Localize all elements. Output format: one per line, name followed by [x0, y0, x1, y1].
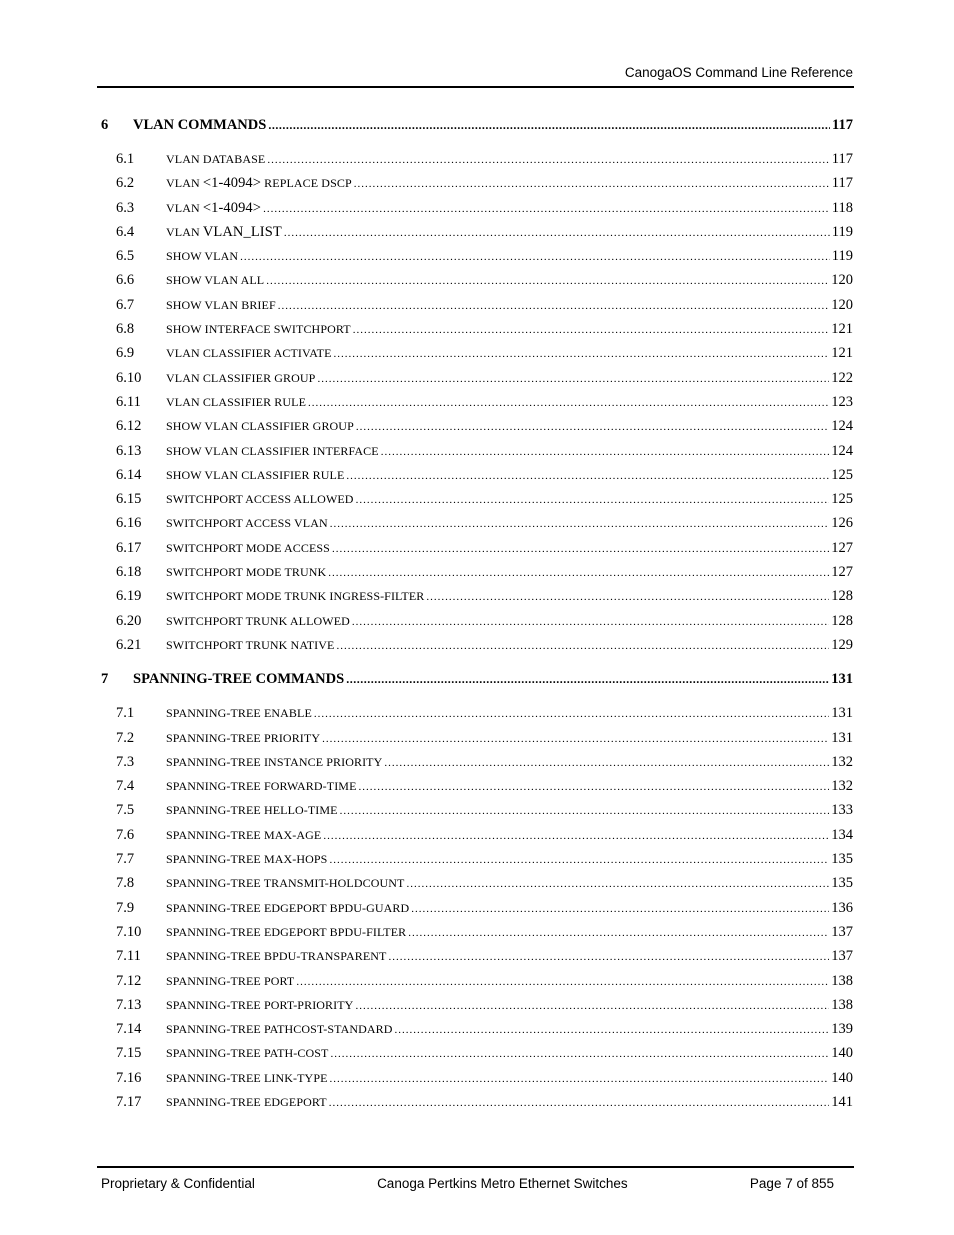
dot-leader — [314, 708, 829, 720]
footer-company: Canoga Pertkins Metro Ethernet Switches — [377, 1176, 628, 1191]
toc-entry[interactable] — [101, 564, 853, 588]
toc-section-list — [101, 151, 853, 661]
toc-entry[interactable] — [101, 588, 853, 612]
dot-leader — [329, 854, 829, 866]
toc-entry[interactable] — [101, 418, 853, 442]
entry-page: 125 — [831, 466, 853, 483]
entry-number: 6.5 — [116, 248, 135, 265]
entry-title: SHOW VLAN — [166, 249, 239, 264]
dot-leader — [354, 178, 830, 190]
dot-leader — [330, 1073, 830, 1085]
toc-entry[interactable] — [101, 778, 853, 802]
entry-number: 6.6 — [116, 272, 135, 289]
entry-number: 7.15 — [116, 1045, 142, 1062]
entry-page: 136 — [831, 899, 853, 916]
entry-title: SWITCHPORT MODE TRUNK INGRESS-FILTER — [166, 589, 425, 604]
dot-leader — [296, 976, 829, 988]
dot-leader — [332, 543, 829, 555]
dot-leader — [346, 672, 829, 687]
toc-entry[interactable] — [101, 297, 853, 321]
entry-title: SHOW INTERFACE SWITCHPORT — [166, 322, 351, 337]
entry-title: SPANNING-TREE INSTANCE PRIORITY — [166, 754, 383, 769]
dot-leader — [352, 616, 829, 628]
entry-number: 6.21 — [116, 636, 142, 653]
entry-title-part: VLAN_LIST — [202, 223, 282, 240]
entry-title: SHOW VLAN CLASSIFIER RULE — [166, 467, 345, 482]
toc-entry[interactable] — [101, 491, 853, 515]
chapter-number: 7 — [101, 671, 109, 688]
dot-leader — [268, 118, 830, 133]
toc-entry[interactable] — [101, 924, 853, 948]
entry-title-part: VLAN — [166, 200, 203, 215]
entry-title: SPANNING-TREE MAX-HOPS — [166, 852, 328, 867]
toc-section-list — [101, 705, 853, 1118]
chapter-number: 6 — [101, 117, 109, 133]
toc-entry[interactable] — [101, 875, 853, 899]
entry-number: 7.10 — [116, 923, 142, 940]
toc-entry[interactable] — [101, 540, 853, 564]
dot-leader — [334, 348, 830, 360]
entry-page: 139 — [831, 1021, 853, 1038]
entry-title — [166, 175, 352, 192]
toc-entry[interactable] — [101, 730, 853, 754]
entry-number: 6.8 — [116, 321, 135, 338]
entry-page: 124 — [831, 418, 853, 435]
dot-leader — [266, 275, 829, 287]
entry-page: 132 — [831, 753, 853, 770]
entry-page: 117 — [831, 151, 853, 167]
entry-page: 138 — [831, 996, 853, 1013]
footer-divider — [97, 1166, 854, 1168]
dot-leader — [384, 757, 829, 769]
entry-page: 135 — [831, 851, 853, 868]
toc-entry[interactable] — [101, 515, 853, 539]
entry-page: 140 — [831, 1069, 853, 1086]
toc-entry[interactable] — [101, 248, 853, 272]
entry-number: 7.1 — [116, 705, 135, 722]
entry-title-part: REPLACE DSCP — [261, 176, 352, 191]
entry-number: 6.13 — [116, 442, 142, 459]
entry-number: 6.17 — [116, 539, 142, 556]
toc-chapter[interactable] — [101, 671, 853, 695]
toc-entry[interactable] — [101, 1045, 853, 1069]
entry-number: 6.14 — [116, 466, 142, 483]
entry-page: 119 — [831, 223, 853, 240]
entry-page: 129 — [831, 636, 853, 653]
entry-number: 6.7 — [116, 296, 135, 313]
entry-number: 7.7 — [116, 851, 135, 868]
entry-page: 132 — [831, 778, 853, 795]
entry-number: 6.1 — [116, 151, 135, 167]
dot-leader — [388, 951, 829, 963]
dot-leader — [355, 1000, 829, 1012]
entry-page: 128 — [831, 612, 853, 629]
entry-title: SPANNING-TREE HELLO-TIME — [166, 803, 338, 818]
dot-leader — [340, 805, 830, 817]
entry-page: 127 — [831, 564, 853, 581]
entry-title: SHOW VLAN CLASSIFIER GROUP — [166, 419, 354, 434]
entry-title: SPANNING-TREE PATH-COST — [166, 1046, 329, 1061]
toc-entry[interactable] — [101, 900, 853, 924]
entry-title: SPANNING-TREE PORT-PRIORITY — [166, 997, 354, 1012]
dot-leader — [411, 903, 829, 915]
toc-entry[interactable] — [101, 705, 853, 729]
dot-leader — [381, 446, 830, 458]
toc-entry[interactable] — [101, 151, 853, 175]
toc-entry[interactable] — [101, 394, 853, 418]
entry-title: VLAN CLASSIFIER GROUP — [166, 370, 316, 385]
entry-number: 7.9 — [116, 899, 135, 916]
entry-page: 126 — [831, 515, 853, 532]
dot-leader — [267, 154, 829, 166]
toc-entry[interactable] — [101, 1021, 853, 1045]
dot-leader — [263, 203, 830, 215]
entry-title: SHOW VLAN BRIEF — [166, 297, 276, 312]
entry-page: 131 — [831, 705, 853, 722]
entry-page: 120 — [831, 296, 853, 313]
entry-title: SWITCHPORT TRUNK ALLOWED — [166, 613, 350, 628]
entry-title-part: <1-4094> — [202, 199, 262, 216]
toc-entry[interactable] — [101, 637, 853, 661]
entry-title: SPANNING-TREE LINK-TYPE — [166, 1070, 328, 1085]
chapter-page: 131 — [831, 671, 853, 688]
entry-page: 140 — [831, 1045, 853, 1062]
entry-page: 141 — [831, 1093, 853, 1110]
entry-title: SPANNING-TREE TRANSMIT-HOLDCOUNT — [166, 876, 405, 891]
toc-entry[interactable] — [101, 321, 853, 345]
dot-leader — [426, 591, 829, 603]
dot-leader — [408, 927, 829, 939]
entry-page: 138 — [831, 972, 853, 989]
table-of-contents — [101, 117, 853, 1118]
dot-leader — [406, 878, 829, 890]
chapter-title: VLAN COMMANDS — [133, 117, 267, 133]
entry-number: 6.9 — [116, 345, 135, 362]
entry-number: 7.6 — [116, 826, 135, 843]
dot-leader — [328, 567, 829, 579]
entry-number: 6.2 — [116, 175, 135, 192]
toc-entry[interactable] — [101, 272, 853, 296]
toc-entry[interactable] — [101, 948, 853, 972]
entry-number: 7.11 — [116, 948, 141, 965]
entry-title — [166, 224, 282, 241]
entry-number: 6.10 — [116, 369, 142, 386]
entry-number: 6.20 — [116, 612, 142, 629]
entry-number: 6.15 — [116, 491, 142, 508]
dot-leader — [356, 494, 830, 506]
entry-number: 6.4 — [116, 223, 135, 240]
entry-number: 7.5 — [116, 802, 135, 819]
entry-title: SWITCHPORT MODE TRUNK — [166, 565, 327, 580]
page-footer — [101, 1176, 834, 1191]
entry-title: SWITCHPORT ACCESS ALLOWED — [166, 492, 354, 507]
toc-entry[interactable] — [101, 175, 853, 199]
toc-entry[interactable] — [101, 1070, 853, 1094]
dot-leader — [322, 733, 829, 745]
dot-leader — [346, 470, 829, 482]
entry-page: 133 — [831, 802, 853, 819]
dot-leader — [330, 518, 830, 530]
entry-page: 131 — [831, 729, 853, 746]
entry-page: 128 — [831, 588, 853, 605]
entry-number: 7.12 — [116, 972, 142, 989]
entry-title — [166, 200, 261, 217]
toc-entry[interactable] — [101, 754, 853, 778]
header-divider — [97, 86, 854, 88]
dot-leader — [329, 1097, 830, 1109]
entry-page: 123 — [831, 393, 853, 410]
toc-entry[interactable] — [101, 1094, 853, 1118]
entry-number: 6.16 — [116, 515, 142, 532]
dot-leader — [284, 227, 830, 239]
entry-title: SPANNING-TREE PATHCOST-STANDARD — [166, 1022, 393, 1037]
entry-title: SPANNING-TREE FORWARD-TIME — [166, 779, 357, 794]
document-title: CanogaOS Command Line Reference — [624, 65, 853, 80]
toc-entry[interactable] — [101, 802, 853, 826]
entry-number: 7.17 — [116, 1093, 142, 1110]
entry-number: 7.8 — [116, 875, 135, 892]
dot-leader — [395, 1024, 830, 1036]
dot-leader — [356, 421, 829, 433]
entry-number: 6.11 — [116, 393, 141, 410]
footer-confidential: Proprietary & Confidential — [101, 1176, 255, 1191]
entry-title: SPANNING-TREE MAX-AGE — [166, 827, 322, 842]
entry-page: 117 — [831, 175, 853, 192]
entry-title: SPANNING-TREE EDGEPORT BPDU-FILTER — [166, 924, 407, 939]
entry-title: SWITCHPORT ACCESS VLAN — [166, 516, 328, 531]
toc-entry[interactable] — [101, 827, 853, 851]
entry-title: SPANNING-TREE PRIORITY — [166, 730, 321, 745]
dot-leader — [353, 324, 830, 336]
entry-title: VLAN CLASSIFIER ACTIVATE — [166, 346, 332, 361]
entry-number: 7.14 — [116, 1021, 142, 1038]
entry-page: 125 — [831, 491, 853, 508]
entry-title-part: VLAN — [166, 224, 203, 239]
entry-title: VLAN DATABASE — [166, 152, 266, 166]
chapter-page: 117 — [832, 117, 853, 133]
toc-chapter[interactable] — [101, 117, 853, 141]
footer-page-number: Page 7 of 855 — [749, 1176, 834, 1191]
entry-number: 7.16 — [116, 1069, 142, 1086]
entry-page: 137 — [831, 923, 853, 940]
dot-leader — [317, 373, 829, 385]
entry-number: 6.3 — [116, 199, 135, 216]
entry-title: SPANNING-TREE EDGEPORT BPDU-GUARD — [166, 900, 410, 915]
entry-title: SPANNING-TREE ENABLE — [166, 706, 312, 721]
entry-title: SPANNING-TREE EDGEPORT — [166, 1094, 327, 1109]
dot-leader — [323, 830, 829, 842]
entry-number: 6.19 — [116, 588, 142, 605]
toc-entry[interactable] — [101, 224, 853, 248]
toc-entry[interactable] — [101, 613, 853, 637]
entry-page: 127 — [831, 539, 853, 556]
entry-title: SPANNING-TREE BPDU-TRANSPARENT — [166, 949, 387, 964]
toc-entry[interactable] — [101, 443, 853, 467]
toc-entry[interactable] — [101, 851, 853, 875]
dot-leader — [330, 1048, 829, 1060]
entry-number: 6.18 — [116, 564, 142, 581]
entry-page: 118 — [831, 199, 853, 216]
entry-page: 122 — [831, 369, 853, 386]
entry-title-part: <1-4094> — [202, 175, 262, 192]
dot-leader — [240, 251, 830, 263]
entry-page: 121 — [831, 345, 853, 362]
entry-number: 7.13 — [116, 996, 142, 1013]
entry-title: SHOW VLAN CLASSIFIER INTERFACE — [166, 443, 379, 458]
dot-leader — [336, 640, 829, 652]
entry-page: 137 — [831, 948, 853, 965]
entry-number: 6.12 — [116, 418, 142, 435]
toc-entry[interactable] — [101, 345, 853, 369]
dot-leader — [359, 781, 830, 793]
entry-page: 121 — [831, 321, 853, 338]
entry-page: 124 — [831, 442, 853, 459]
entry-title-part: VLAN — [166, 176, 203, 191]
dot-leader — [308, 397, 829, 409]
entry-page: 119 — [831, 248, 853, 265]
entry-page: 135 — [831, 875, 853, 892]
toc-entry[interactable] — [101, 467, 853, 491]
chapter-title: SPANNING-TREE COMMANDS — [133, 671, 345, 688]
entry-number: 7.2 — [116, 729, 135, 746]
entry-title: SHOW VLAN ALL — [166, 273, 265, 288]
toc-entry[interactable] — [101, 200, 853, 224]
dot-leader — [278, 300, 830, 312]
toc-entry[interactable] — [101, 973, 853, 997]
entry-title: SPANNING-TREE PORT — [166, 973, 295, 988]
entry-page: 134 — [831, 826, 853, 843]
entry-page: 120 — [831, 272, 853, 289]
entry-number: 7.4 — [116, 778, 135, 795]
entry-title: SWITCHPORT TRUNK NATIVE — [166, 637, 335, 652]
toc-entry[interactable] — [101, 370, 853, 394]
toc-entry[interactable] — [101, 997, 853, 1021]
entry-title: VLAN CLASSIFIER RULE — [166, 394, 307, 409]
entry-number: 7.3 — [116, 753, 135, 770]
entry-title: SWITCHPORT MODE ACCESS — [166, 540, 330, 555]
